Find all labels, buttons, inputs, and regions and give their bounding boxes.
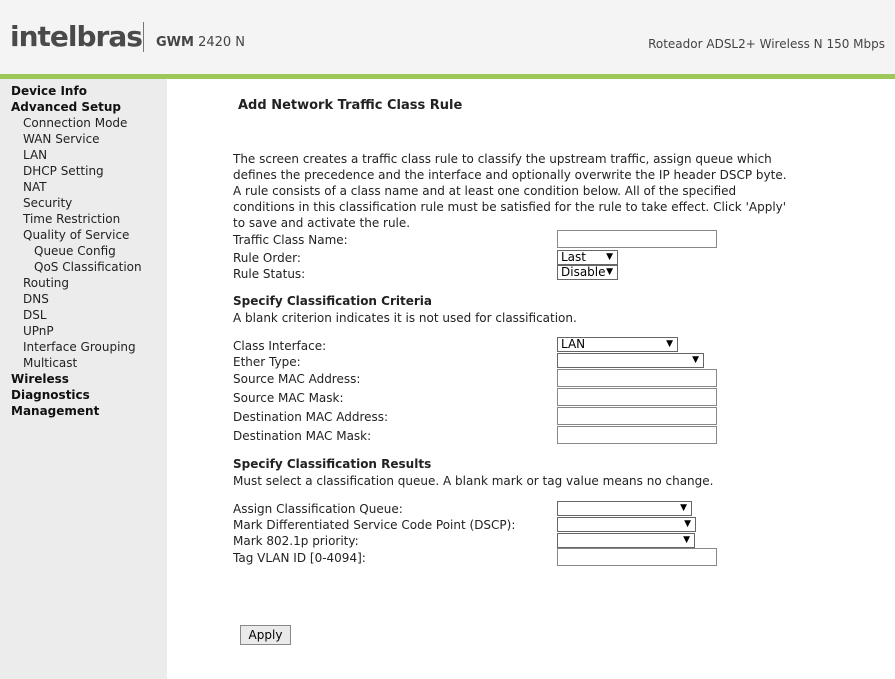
chevron-down-icon: ▼ xyxy=(684,519,691,529)
sidebar-item-lan[interactable]: LAN xyxy=(23,148,48,162)
chevron-down-icon: ▼ xyxy=(606,252,613,262)
sidebar-item-device-info[interactable]: Device Info xyxy=(11,84,87,98)
sidebar-item-security[interactable]: Security xyxy=(23,196,73,210)
brand-logo: intelbras xyxy=(10,20,142,53)
sidebar-item-queue-config[interactable]: Queue Config xyxy=(34,244,116,258)
mark-8021p-select[interactable] xyxy=(557,533,695,548)
sidebar-item-connection-mode[interactable]: Connection Mode xyxy=(23,116,128,130)
destination-mac-label: Destination MAC Address: xyxy=(233,410,389,424)
tag-vlan-input[interactable] xyxy=(557,548,717,566)
rule-status-select[interactable] xyxy=(557,265,618,280)
product-tagline: Roteador ADSL2+ Wireless N 150 Mbps xyxy=(648,37,885,51)
sidebar-item-multicast[interactable]: Multicast xyxy=(23,356,78,370)
sidebar-item-wan-service[interactable]: WAN Service xyxy=(23,132,100,146)
chevron-down-icon: ▼ xyxy=(666,339,673,349)
apply-button[interactable]: Apply xyxy=(240,625,291,645)
results-section-note: Must select a classification queue. A blank mark or tag value means no change. xyxy=(233,474,714,488)
assign-queue-label: Assign Classification Queue: xyxy=(233,502,403,516)
sidebar-item-interface-grouping[interactable]: Interface Grouping xyxy=(23,340,136,354)
sidebar-item-dns[interactable]: DNS xyxy=(23,292,49,306)
page-description: The screen creates a traffic class rule to classify the upstream traffic, assign queue which defines the precedence and the interface and optionally overwrite the IP header DSCP byte. A rule consists of a class name and at least one condition below. All of the specified conditions in this classification rule must be satisfied for the rule to take effect. Click 'Apply' to save and activate the rule. xyxy=(233,152,787,230)
chevron-down-icon: ▼ xyxy=(680,503,687,513)
source-mac-input[interactable] xyxy=(557,369,717,387)
sidebar-item-quality-of-service[interactable]: Quality of Service xyxy=(23,228,130,242)
sidebar-item-qos-classification[interactable]: QoS Classification xyxy=(34,260,142,274)
sidebar-item-dsl[interactable]: DSL xyxy=(23,308,47,322)
class-interface-label: Class Interface: xyxy=(233,339,327,353)
ether-type-label: Ether Type: xyxy=(233,355,301,369)
ether-type-select[interactable] xyxy=(557,353,704,368)
tag-vlan-label: Tag VLAN ID [0-4094]: xyxy=(233,551,366,565)
dscp-select[interactable] xyxy=(557,517,696,532)
header-bar xyxy=(0,0,895,74)
dscp-label: Mark Differentiated Service Code Point (DSCP): xyxy=(233,518,516,532)
criteria-section-title: Specify Classification Criteria xyxy=(233,294,432,308)
model-name-number: 2420 N xyxy=(193,35,246,50)
destination-mac-mask-input[interactable] xyxy=(557,426,717,444)
model-name xyxy=(156,35,245,50)
destination-mac-mask-label: Destination MAC Mask: xyxy=(233,429,372,443)
sidebar-item-time-restriction[interactable]: Time Restriction xyxy=(23,212,121,226)
sidebar-item-dhcp-setting[interactable]: DHCP Setting xyxy=(23,164,104,178)
source-mac-mask-input[interactable] xyxy=(557,388,717,406)
source-mac-label: Source MAC Address: xyxy=(233,372,361,386)
chevron-down-icon: ▼ xyxy=(606,267,613,277)
chevron-down-icon: ▼ xyxy=(692,355,699,365)
sidebar-item-routing[interactable]: Routing xyxy=(23,276,70,290)
results-section-title: Specify Classification Results xyxy=(233,457,432,471)
criteria-section-note: A blank criterion indicates it is not used for classification. xyxy=(233,311,577,325)
sidebar-item-nat[interactable]: NAT xyxy=(23,180,47,194)
rule-status-label: Rule Status: xyxy=(233,267,306,281)
rule-order-select[interactable] xyxy=(557,250,618,265)
rule-order-value: Last xyxy=(561,250,586,264)
traffic-class-name-label: Traffic Class Name: xyxy=(233,233,348,247)
rule-status-value: Disable xyxy=(561,265,606,279)
logo-divider xyxy=(143,22,144,52)
assign-queue-select[interactable] xyxy=(557,501,692,516)
destination-mac-input[interactable] xyxy=(557,407,717,425)
model-name-bold: GWM xyxy=(156,35,194,50)
mark-8021p-label: Mark 802.1p priority: xyxy=(233,534,359,548)
sidebar-item-diagnostics[interactable]: Diagnostics xyxy=(11,388,90,402)
class-interface-value: LAN xyxy=(561,337,586,351)
sidebar-item-wireless[interactable]: Wireless xyxy=(11,372,69,386)
traffic-class-name-input[interactable] xyxy=(557,230,717,248)
page-title: Add Network Traffic Class Rule xyxy=(238,98,463,113)
class-interface-select[interactable] xyxy=(557,337,678,352)
rule-order-label: Rule Order: xyxy=(233,251,301,265)
chevron-down-icon: ▼ xyxy=(683,535,690,545)
sidebar-item-management[interactable]: Management xyxy=(11,404,100,418)
sidebar-item-upnp[interactable]: UPnP xyxy=(23,324,54,338)
sidebar-item-advanced-setup[interactable]: Advanced Setup xyxy=(11,100,122,114)
source-mac-mask-label: Source MAC Mask: xyxy=(233,391,344,405)
